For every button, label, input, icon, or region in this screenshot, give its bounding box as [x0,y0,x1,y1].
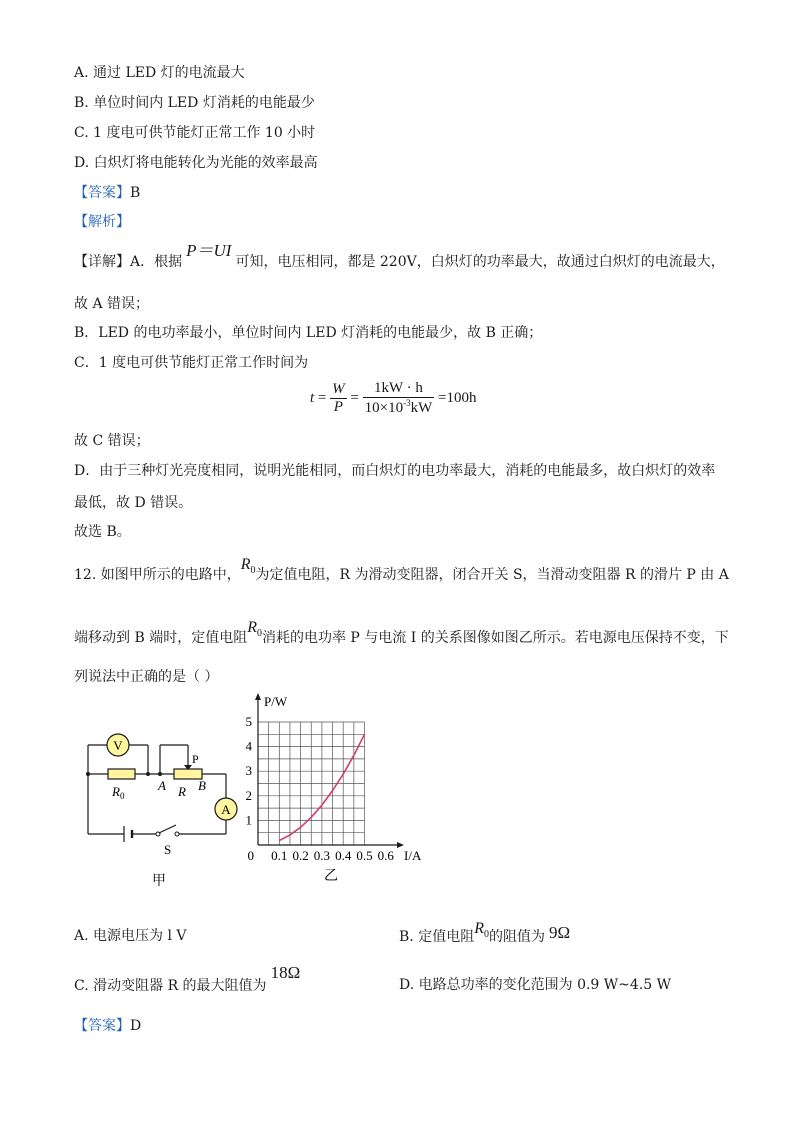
q11-detail-d-line1: D．由于三种灯光亮度相同，说明光能相同，而白炽灯的电功率最大，消耗的电能最多，故白炽灯的效率 [74,463,716,479]
q11-option-b: B. 单位时间内 LED 灯消耗的电能最少 [74,95,315,111]
q12-option-a: A. 电源电压为 l V [74,928,187,944]
equation-time: t = $\frac{W}{P}$ = $\frac{1kW \cdot h}{10\times 10^{-3}kW}$ =100h [310,380,477,416]
y-axis-label: P/W [264,694,288,709]
slider-label: P [192,752,199,766]
q11-choose: 故选 B。 [74,524,131,540]
q12-option-c: C. 滑动变阻器 R 的最大阻值为18Ω [74,963,301,994]
junction-dot [146,772,150,776]
q11-detail-c-end: 故 C 错误； [74,433,150,449]
x-tick-label: 0.6 [377,848,394,863]
q12-stem-line3: 列说法中正确的是（ ） [74,669,219,685]
x-axis-arrow-icon [397,842,404,848]
ammeter-label: A [221,802,231,817]
q11-option-d: D. 白炽灯将电能转化为光能的效率最高 [74,155,318,171]
circuit-diagram [80,730,250,890]
label-s: S [164,842,172,857]
x-tick-label: 0.2 [292,848,309,863]
fraction-w-over-p: $\frac{W}{P}$ [332,381,345,415]
r0-symbol: $R_0$ [240,556,256,577]
r0-symbol: $R_0$ [474,920,489,941]
junction-dot [158,772,162,776]
q11-detail-b: B．LED 的电功率最小，单位时间内 LED 灯消耗的电能最少，故 B 正确； [74,325,543,341]
switch-blade [159,825,176,833]
fraction-values: $\frac{1kW \cdot h}{10\times 10^{-3}kW}$ [364,380,433,416]
label-b: B [198,778,206,793]
power-current-chart [240,690,430,885]
q12-option-b: B. 定值电阻$R_0$的阻值为 9Ω [399,920,571,945]
junction-dot [86,772,90,776]
resistor-r0 [108,769,135,779]
x-tick-label: 0.5 [356,848,373,863]
chart-axes [255,693,404,848]
x-tick-label: 0.1 [271,848,288,863]
q11-detail-a-end: 故 A 错误； [74,296,150,312]
q12-stem-line1: 12. 如图甲所示的电路中，$R_0$为定值电阻，R 为滑动变阻器，闭合开关 S，当滑动变阻器 R 的滑片 P 由 A [74,556,729,583]
circuit-caption: 甲 [152,874,166,889]
y-axis-arrow-icon [255,693,261,700]
origin-label: 0 [247,848,254,863]
q11-detail-d-line2: 最低，故 D 错误。 [74,495,193,511]
label-r0: $R_0$ [112,784,125,801]
x-tick-label: 0.4 [335,848,352,863]
switch-contact [175,832,179,836]
label-r: R [178,784,186,799]
chart-caption: 乙 [324,869,338,884]
r0-symbol: $R_0$ [247,619,262,640]
answer-value: B [130,185,141,201]
x-tick-label: 0.3 [313,848,331,863]
y-tick-label: 1 [245,812,252,828]
y-tick-label: 2 [245,787,252,803]
chart-ticks [246,714,395,863]
y-tick-label: 4 [245,738,252,754]
q12-answer [74,1017,141,1035]
x-axis-label: I/A [404,848,422,863]
y-tick-label: 5 [245,714,252,729]
label-a: A [158,778,166,793]
q11-answer [74,184,140,202]
answer-label: 【答案】 [74,185,130,201]
formula-p-ui: P＝UI [186,241,232,260]
q11-detail-c: C．1 度电可供节能灯正常工作时间为 [74,355,309,371]
answer-value: D [130,1018,142,1034]
q11-analysis-label: 【解析】 [74,214,130,230]
q12-stem-line2: 端移动到 B 端时，定值电阻$R_0$消耗的电功率 P 与电流 I 的关系图像如图乙所示。若电源电压保持不变，下 [74,619,729,646]
detail-label: 【详解】 [74,254,130,270]
voltmeter-label: V [113,738,123,753]
y-tick-label: 3 [245,763,252,779]
answer-label: 【答案】 [74,1018,130,1034]
q11-detail-a: 【详解】A．根据P＝UI可知，电压相同，都是 220V，白炽灯的功率最大，故通过白炽灯的电流最大， [74,241,725,270]
chart-grid [258,722,365,845]
q12-option-d: D. 电路总功率的变化范围为 0.9 W~4.5 W [399,977,672,993]
q11-option-a: A. 通过 LED 灯的电流最大 [74,65,245,81]
q11-option-c: C. 1 度电可供节能灯正常工作 10 小时 [74,125,316,141]
